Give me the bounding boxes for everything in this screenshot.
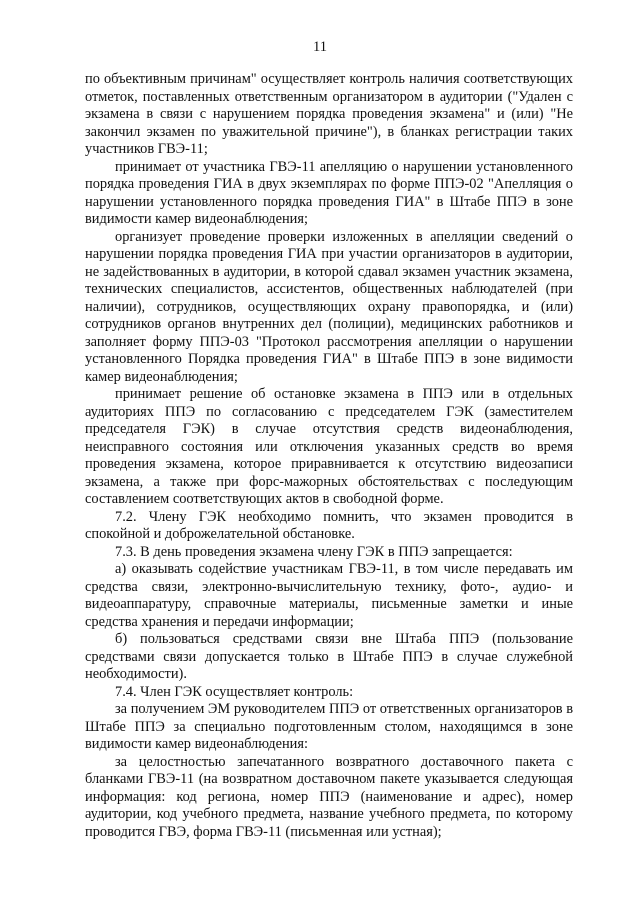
paragraph-7-3: 7.3. В день проведения экзамена члену ГЭК в ППЭ запрещается: — [115, 543, 513, 560]
paragraph-7-3-a: а) оказывать содействие участникам ГВЭ-11, в том числе передавать им средства связи, электронно-вычислительную технику, фото-, аудио- и видеоаппаратуру, справочные материалы, письменные заметки и иные средства хранения и передачи информации; — [85, 561, 573, 630]
paragraph-control-package: за целостностью запечатанного возвратного доставочного пакета с бланками ГВЭ-11 (на возвратном доставочном пакете указывается следующая информация: код региона, номер ППЭ (наименование и адрес), номер аудитории, код учебного предмета, название учебного предмета, по которому проводится ГВЭ, форма ГВЭ-11 (письменная или устная); — [85, 753, 573, 840]
document-body — [85, 71, 573, 841]
page-number: 11 — [313, 39, 327, 55]
paragraph-appeal-acceptance: принимает от участника ГВЭ-11 апелляцию о нарушении установленного порядка проведения ГИА в двух экземплярах по форме ППЭ-02 "Апелляция о нарушении установленного порядка проведения ГИА" в Штабе ППЭ в зоне видимости камер видеонаблюдения; — [85, 158, 573, 227]
paragraph-continuation: по объективным причинам" осуществляет контроль наличия соответствующих отметок, поставленных ответственным организатором в аудитории ("Удален с экзамена в связи с нарушением порядка проведения экзамена" и (или) "Не закончил экзамен по уважительной причине"), в бланках регистрации таких участников ГВЭ-11; — [85, 71, 573, 157]
paragraph-exam-stop-decision: принимает решение об остановке экзамена в ППЭ или в отдельных аудиториях ППЭ по согласованию с председателем ГЭК (заместителем председателя ГЭК) в случае отсутствия средств видеонаблюдения, неисправного состояния или отключения указанных средств во время проведения экзамена, которое приравнивается к отсутствию видеозаписи экзамена, а также при форс-мажорных обстоятельствах с последующим составлением соответствующих актов в свободной форме. — [85, 386, 573, 507]
paragraph-7-3-b: б) пользоваться средствами связи вне Штаба ППЭ (пользование средствами связи допускается только в Штабе ППЭ в случае служебной необходимости). — [85, 631, 573, 682]
paragraph-7-4: 7.4. Член ГЭК осуществляет контроль: — [115, 683, 354, 700]
paragraph-control-receipt: за получением ЭМ руководителем ППЭ от ответственных организаторов в Штабе ППЭ за специально подготовленным столом, находящимся в зоне видимости камер видеонаблюдения: — [85, 701, 573, 752]
paragraph-7-2: 7.2. Члену ГЭК необходимо помнить, что экзамен проводится в спокойной и доброжелательной обстановке. — [85, 508, 573, 542]
paragraph-appeal-check: организует проведение проверки изложенных в апелляции сведений о нарушении порядка проведения ГИА при участии организаторов в аудитории, не задействованных в аудитории, в которой сдавал экзамен участник экзамена, технических специалистов, ассистентов, общественных наблюдателей (при наличии), сотрудников, осуществляющих охрану правопорядка, и (или) сотрудников органов внутренних дел (полиции), медицинских работников и заполняет форму ППЭ-03 "Протокол рассмотрения апелляции о нарушении установленного Порядка проведения ГИА" в Штабе ППЭ в зоне видимости камер видеонаблюдения; — [85, 228, 573, 385]
